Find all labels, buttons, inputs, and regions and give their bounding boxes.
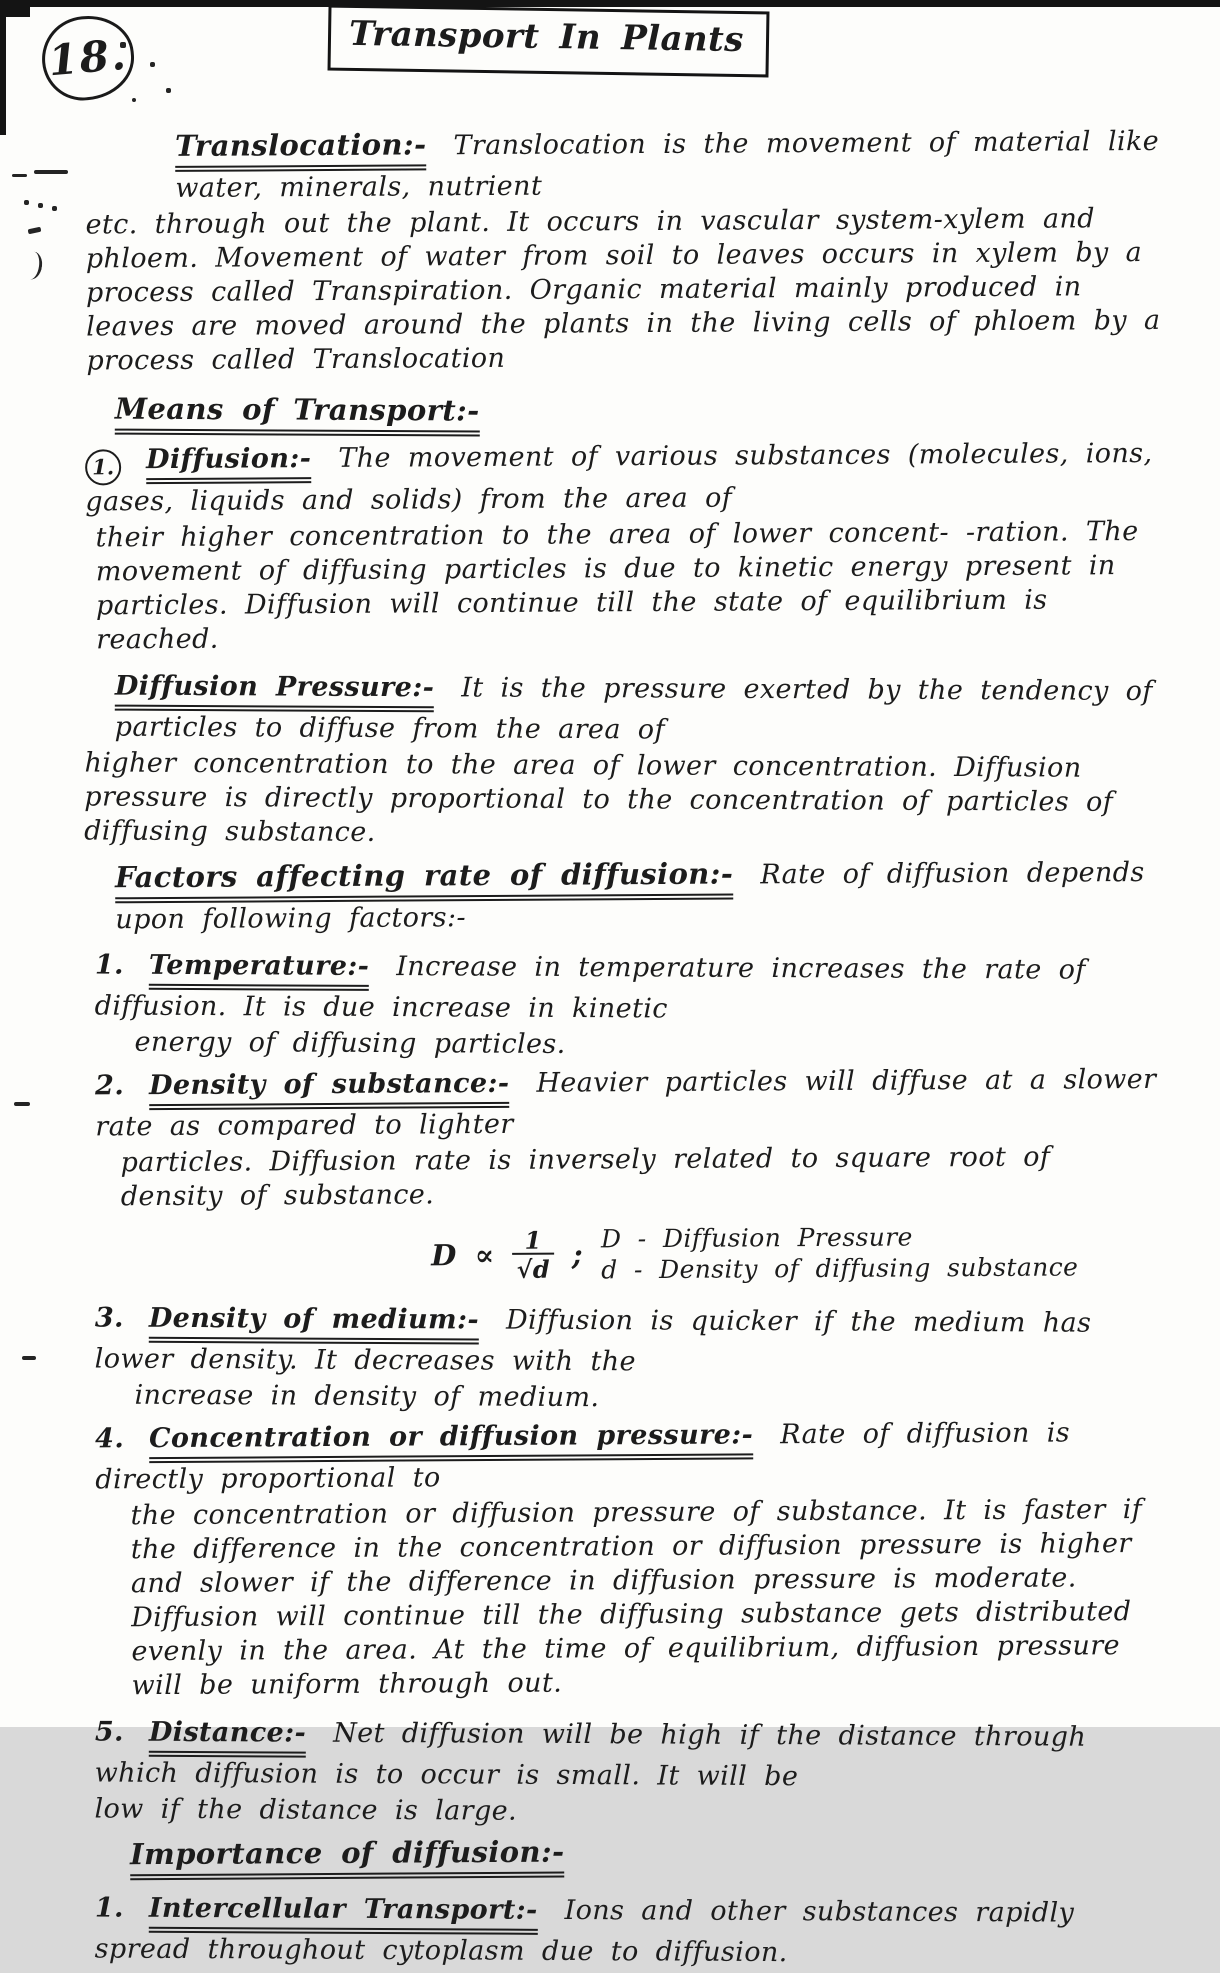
diffusion-body-text: their higher concentration to the area of lower concent- -ration. The movement of diffusing particles is due to kinetic energy present in particles. Diffusion will continue till the state of equilibrium is reached. bbox=[95, 516, 1139, 656]
temperature-head-text: Increase in temperature increases the rate of diffusion. It is due increase in kinetic bbox=[94, 951, 1086, 1025]
factor-item-distance bbox=[0, 1715, 1165, 1832]
ink-speck bbox=[166, 88, 171, 93]
translocation-head-text: Translocation is the movement of material like water, minerals, nutrient bbox=[175, 125, 1160, 204]
factor-item-concentration bbox=[0, 1416, 1167, 1704]
fraction-denominator: √d bbox=[513, 1253, 555, 1282]
circled-number: 1. bbox=[85, 450, 121, 486]
heading-diffusion-pressure: Diffusion Pressure:- bbox=[115, 670, 435, 713]
diffusion-formula bbox=[431, 1220, 1166, 1287]
heading-factors: Factors affecting rate of diffusion:- bbox=[115, 855, 733, 902]
ink-speck bbox=[150, 62, 155, 67]
concentration-body-text: the concentration or diffusion pressure of substance. It is faster if the difference in the concentration or diffusion pressure is higher and slower if the difference in diffusion pressure is moderate. Diffusion will continue till the diffusing substance gets distributed evenly in the area. At the time of equilibrium, diffusion pressure will be uniform through out. bbox=[130, 1493, 1143, 1702]
heading-translocation: Translocation:- bbox=[175, 126, 427, 171]
legend-line: D - Diffusion Pressure bbox=[600, 1222, 913, 1254]
ink-speck bbox=[132, 98, 136, 102]
concentration-head-text: Rate of diffusion is directly proportional to bbox=[95, 1417, 1071, 1496]
density-substance-head-text: Heavier particles will diffuse at a slower rate as compared to lighter bbox=[95, 1064, 1157, 1143]
section-importance bbox=[0, 1830, 1165, 1881]
section-means-of-transport bbox=[0, 390, 1165, 440]
heading-temperature: Temperature:- bbox=[149, 949, 370, 991]
heading-diffusion: Diffusion:- bbox=[146, 442, 311, 484]
section-diffusion bbox=[0, 437, 1166, 658]
factor-marker: 2. bbox=[95, 1070, 125, 1102]
section-factors bbox=[0, 852, 1165, 937]
factor-marker: 3. bbox=[94, 1302, 124, 1334]
scan-edge-top bbox=[0, 0, 1220, 7]
density-substance-body-text: particles. Diffusion rate is inversely related to square root of density of substance. bbox=[120, 1141, 1051, 1213]
factor-marker: 1. bbox=[94, 949, 124, 981]
heading-density-of-substance: Density of substance:- bbox=[149, 1067, 510, 1110]
page-number-text: 18. bbox=[46, 29, 130, 85]
heading-distance: Distance:- bbox=[149, 1716, 306, 1758]
factor-item-density-of-medium bbox=[0, 1301, 1165, 1418]
proportional-symbol: ∝ bbox=[474, 1238, 495, 1273]
distance-head-text: Net diffusion will be high if the distance through which diffusion is to occur is small. It will be bbox=[94, 1717, 1087, 1793]
heading-concentration: Concentration or diffusion pressure:- bbox=[149, 1418, 753, 1463]
distance-body-text: low if the distance is large. bbox=[94, 1793, 518, 1827]
importance-item-intercellular bbox=[0, 1891, 1165, 1972]
section-translocation bbox=[0, 122, 1167, 379]
scan-edge-left bbox=[0, 0, 6, 135]
section-diffusion-pressure bbox=[0, 669, 1165, 854]
diffusion-pressure-head-text: It is the pressure exerted by the tendency of particles to diffuse from the area of bbox=[114, 672, 1153, 746]
formula-legend bbox=[601, 1221, 1079, 1286]
diffusion-pressure-body-text: higher concentration to the area of lower concentration. Diffusion pressure is directly proportional to the concentration of particles of diffusing substance. bbox=[84, 747, 1114, 849]
factors-intro-text: Rate of diffusion depends upon following factors:- bbox=[115, 856, 1145, 935]
factor-marker: 4. bbox=[95, 1422, 125, 1455]
intercellular-head-text: Ions and other substances rapidly spread throughout cytoplasm due to diffusion. bbox=[94, 1895, 1075, 1969]
heading-intercellular-transport: Intercellular Transport:- bbox=[149, 1892, 538, 1935]
fraction-numerator: 1 bbox=[524, 1225, 542, 1256]
formula-lhs: D bbox=[431, 1238, 457, 1273]
heading-importance: Importance of diffusion:- bbox=[130, 1833, 565, 1879]
factor-item-density-of-substance bbox=[0, 1063, 1166, 1290]
factor-marker: 5. bbox=[94, 1716, 124, 1748]
density-medium-head-text: Diffusion is quicker if the medium has lower density. It decreases with the bbox=[94, 1304, 1092, 1378]
heading-means-of-transport: Means of Transport:- bbox=[115, 390, 480, 435]
temperature-body-text: energy of diffusing particles. bbox=[134, 1026, 566, 1061]
importance-marker: 1. bbox=[94, 1892, 124, 1925]
legend-line: d - Density of diffusing substance bbox=[601, 1252, 1079, 1285]
diffusion-head-text: The movement of various substances (molecules, ions, gases, liquids and solids) from the area of bbox=[85, 438, 1153, 518]
factor-item-temperature bbox=[0, 948, 1165, 1065]
heading-density-of-medium: Density of medium:- bbox=[149, 1301, 479, 1344]
density-medium-body-text: increase in density of medium. bbox=[134, 1379, 600, 1413]
formula-separator: ; bbox=[571, 1237, 584, 1272]
translocation-body-text: etc. through out the plant. It occurs in vascular system-xylem and phloem. Movement of water from soil to leaves occurs in xylem by a process called Transpiration. Organic material mainly produced in leaves are moved around the plants in the living cells of phloem by a process called Translocation bbox=[85, 202, 1161, 377]
fraction bbox=[512, 1225, 554, 1285]
title-box bbox=[328, 5, 770, 78]
page-title: Transport In Plants bbox=[348, 13, 745, 61]
